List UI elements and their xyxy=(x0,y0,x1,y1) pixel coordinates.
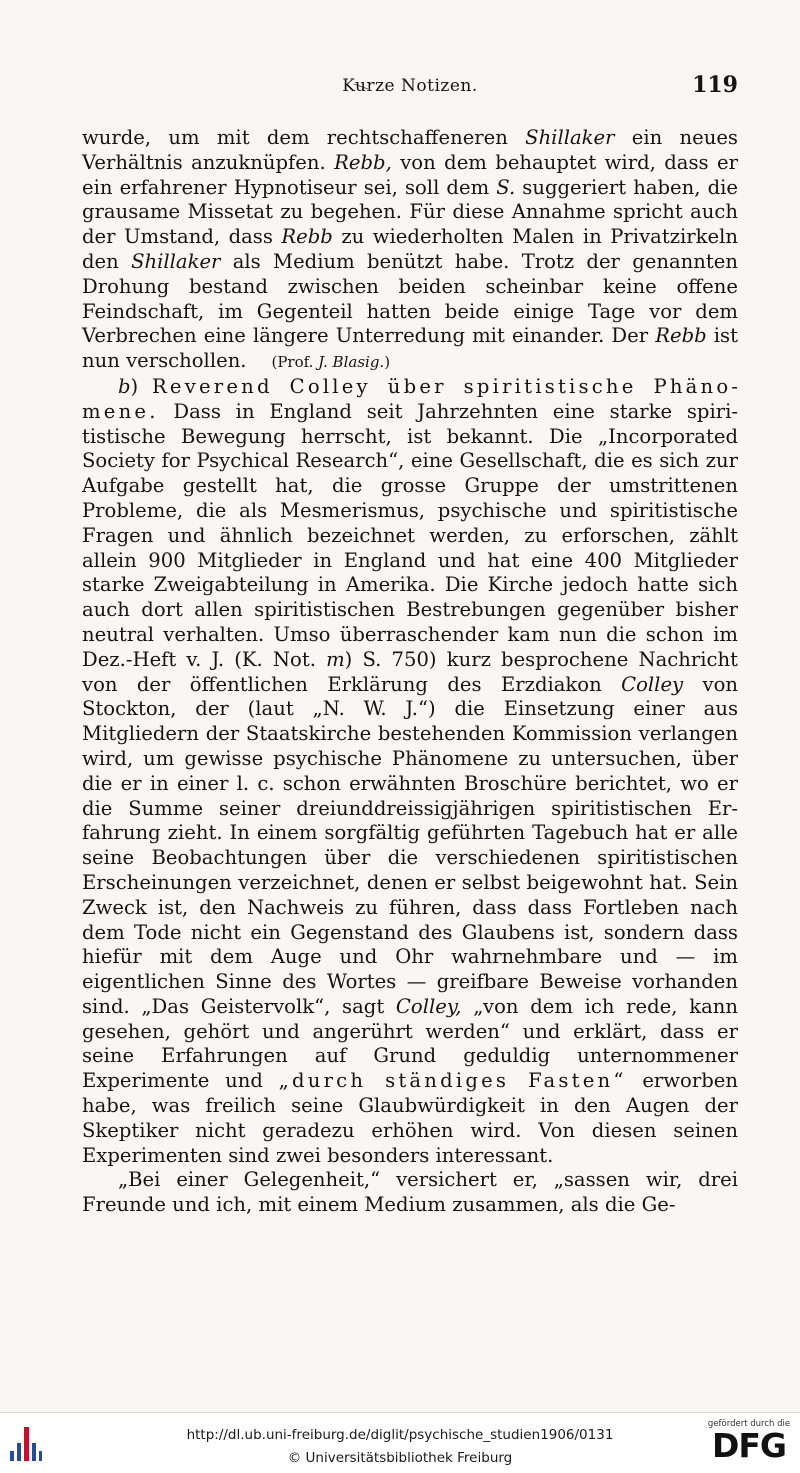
name-colley: Colley xyxy=(621,672,684,696)
article-body xyxy=(82,126,738,1218)
viewer-footer xyxy=(0,1412,800,1473)
page-number: 119 xyxy=(692,72,738,98)
section-heading: Reverend Colley über spiritistische Phänomene. xyxy=(82,374,739,423)
name-shillaker: Shillaker xyxy=(131,249,221,273)
name-shillaker: Shillaker xyxy=(525,126,615,149)
name-rebb: Rebb, xyxy=(334,150,392,174)
name-rebb: Rebb xyxy=(655,324,707,348)
paragraph-colley: b) Reverend Colley über spiritistische Phänomene. Dass in England seit Jahrzehnten eine starke spiritistische Bewegung herrscht, ist bekannt. Die „Incorporated Society for Psychical Research“, eine Gesellschaft, die es sich zur Aufgabe gestellt hat, die grosse Gruppe der umstrittenen Probleme, die als Mesmerismus, psychische und spiritistische Fragen und ähnlich bezeichnet werden, zu erforschen, zählt allein 900 Mitglieder in England und hat eine 400 Mitglieder starke Zweigabteilung in Amerika. Die Kirche jedoch hatte sich auch dort allen spiritistischen Bestrebungen gegenüber bisher neutral verhalten. Umso überraschender kam nun die schon im Dez.-Heft v. J. (K. Not. m) S. 750) kurz besprochene Nachricht von der öffentlichen Erklärung des Erzdiakon Colley von Stockton, der (laut „N. W. J.“) die Einsetzung einer aus Mitgliedern der Staatskirche bestehenden Kommission verlangen wird, um gewisse psychische Phänomene zu untersuchen, über die er in einer l. c. schon erwähnten Broschüre berichtet, wo er die Summe seiner dreiunddreissigjährigen spiritistischen Erfahrung zieht. In einem sorgfältig geführten Tagebuch hat er alle seine Beobachtungen über die verschiedenen spiritistischen Erscheinungen verzeichnet, denen er selbst beigewohnt hat. Sein Zweck ist, den Nachweis zu führen, dass dass Fortleben nach dem Tode nicht ein Gegenstand des Glaubens ist, sondern dass hiefür mit dem Auge und Ohr wahrnehmbare und — im eigentlichen Sinne des Wortes — greifbare Beweise vorhanden sind. „Das Geistervolk“, sagt Colley, „von dem ich rede, kann gesehen, gehört und angerührt werden“ und erklärt, dass er seine Erfahrungen auf Grund geduldig unternommener Experimente und „durch ständiges Fasten“ erworben habe, was freilich seine Glaubwürdigkeit in den Augen der Skeptiker nicht geradezu erhöhen wird. Von diesen seinen Experimenten sind zwei besonders interessant. xyxy=(82,374,739,1167)
name-rebb: Rebb xyxy=(281,225,333,249)
page-header xyxy=(82,72,738,108)
permalink-url[interactable]: http://dl.ub.uni-freiburg.de/diglit/psychische_studien1906/0131 xyxy=(186,1427,614,1443)
author-signature: (Prof. J. Blasig.) xyxy=(271,353,391,372)
section-label: b xyxy=(118,374,131,398)
name-s: S. xyxy=(496,175,516,199)
dfg-logo xyxy=(706,1419,792,1469)
emphasis-fasten: „durch ständiges Fasten“ xyxy=(278,1069,627,1093)
name-colley: Colley, xyxy=(395,994,462,1018)
running-title: Kurze Notizen. xyxy=(342,76,478,96)
paragraph-shillaker: wurde, um mit dem rechtschaffeneren Shillaker ein neues Verhältnis anzuknüpfen. Rebb, von dem behauptet wird, dass er ein erfahrener Hypnotiseur sei, soll dem S. suggeriert haben, die grausame Missetat zu begehen. Für diese Annahme spricht auch der Umstand, dass Rebb zu wiederholten Malen in Privatzirkeln den Shillaker als Medium benützt habe. Trotz der genannten Drohung bestand zwischen beiden scheinbar keine offene Feindschaft, im Gegenteil hatten beide einige Tage vor dem Verbrechen eine längere Unterredung mit einander. Der Rebb ist nun verschollen. (Prof. J. Blasig.) xyxy=(82,126,738,373)
dfg-wordmark: DFG xyxy=(711,1426,787,1465)
paragraph-quote: „Bei einer Gelegenheit,“ versichert er, „sassen wir, drei Freunde und ich, mit einem Medium zusammen, als die Ge- xyxy=(82,1168,738,1217)
copyright-notice: © Universitätsbibliothek Freiburg xyxy=(287,1450,513,1466)
dfg-caption: gefördert durch die xyxy=(707,1419,791,1429)
